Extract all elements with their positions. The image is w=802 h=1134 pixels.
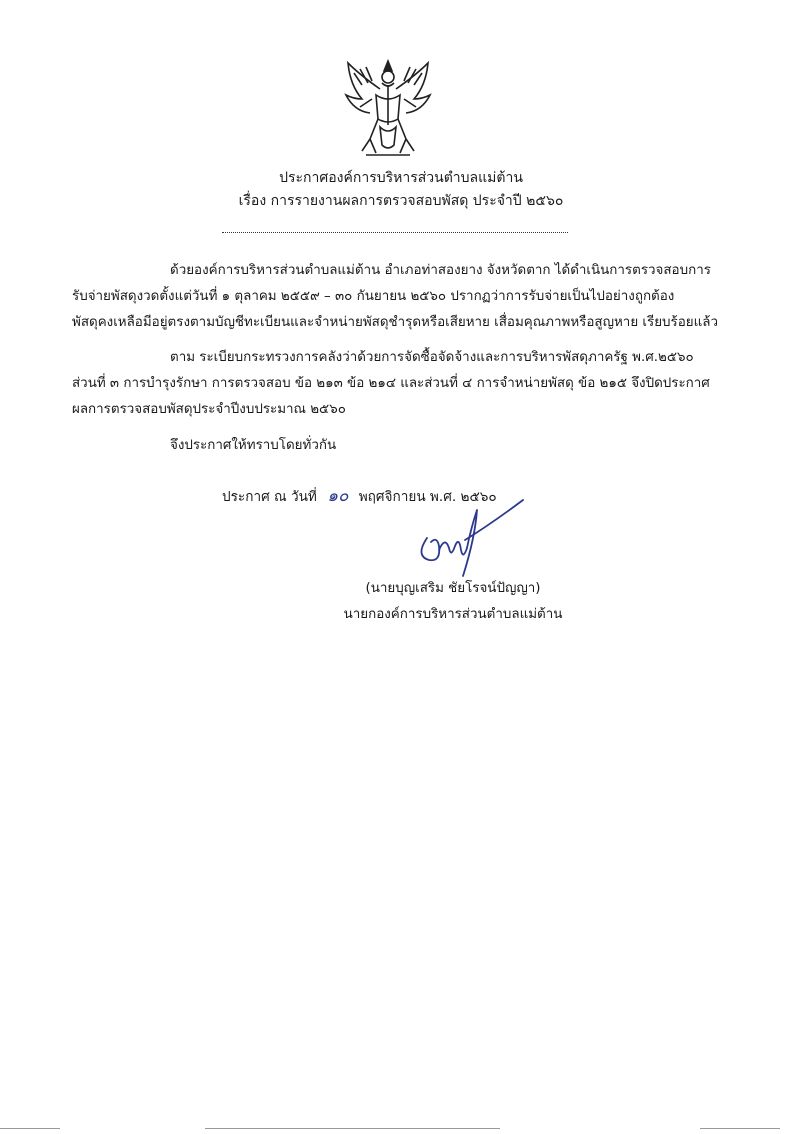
- scan-edge-line-center: [205, 1128, 500, 1129]
- date-prefix: ประกาศ ณ วันที่: [222, 489, 317, 505]
- paragraph-2-line-1: ตาม ระเบียบกระทรวงการคลังว่าด้วยการจัดซื้อจัดจ้างและการบริหารพัสดุภาครัฐ พ.ศ.๒๕๖๐: [170, 350, 694, 365]
- signer-name: (นายบุญเสริม ชัยโรจน์ปัญญา): [365, 581, 541, 596]
- dotted-divider: [222, 232, 568, 233]
- paragraph-3: จึงประกาศให้ทราบโดยทั่วกัน: [170, 438, 337, 453]
- date-day-handwritten: ๑๐: [327, 486, 349, 506]
- signer-title: นายกองค์การบริหารส่วนตำบลแม่ต้าน: [343, 607, 563, 622]
- scan-edge-line-left: [0, 1128, 60, 1129]
- paragraph-1-line-3: พัสดุคงเหลือมีอยู่ตรงตามบัญชีทะเบียนและจำหน่ายพัสดุชำรุดหรือเสียหาย เสื่อมคุณภาพหรือสูญหาย เรียบร้อยแล้ว: [72, 315, 718, 330]
- paragraph-2-line-2: ส่วนที่ ๓ การบำรุงรักษา การตรวจสอบ ข้อ ๒๑๓ ข้อ ๒๑๔ และส่วนที่ ๔ การจำหน่ายพัสดุ ข้อ ๒๑๕ จึงปิดประกาศ: [72, 376, 710, 391]
- garuda-emblem: [340, 55, 436, 163]
- announcement-title: ประกาศองค์การบริหารส่วนตำบลแม่ต้าน: [279, 170, 523, 186]
- paragraph-2-line-3: ผลการตรวจสอบพัสดุประจำปีงบประมาณ ๒๕๖๐: [72, 402, 346, 417]
- paragraph-1-line-1: ด้วยองค์การบริหารส่วนตำบลแม่ต้าน อำเภอท่าสองยาง จังหวัดตาก ได้ดำเนินการตรวจสอบการ: [170, 263, 711, 278]
- paragraph-1-line-2: รับจ่ายพัสดุงวดตั้งแต่วันที่ ๑ ตุลาคม ๒๕๕๙ – ๓๐ กันยายน ๒๕๖๐ ปรากฏว่าการรับจ่ายเป็นไปอย่างถูกต้อง: [72, 289, 675, 304]
- date-suffix: พฤศจิกายน พ.ศ. ๒๕๖๐: [358, 489, 497, 505]
- announcement-subject: เรื่อง การรายงานผลการตรวจสอบพัสดุ ประจำปี ๒๕๖๐: [238, 193, 564, 209]
- handwritten-signature: [405, 498, 535, 582]
- scan-edge-line-right: [700, 1128, 780, 1129]
